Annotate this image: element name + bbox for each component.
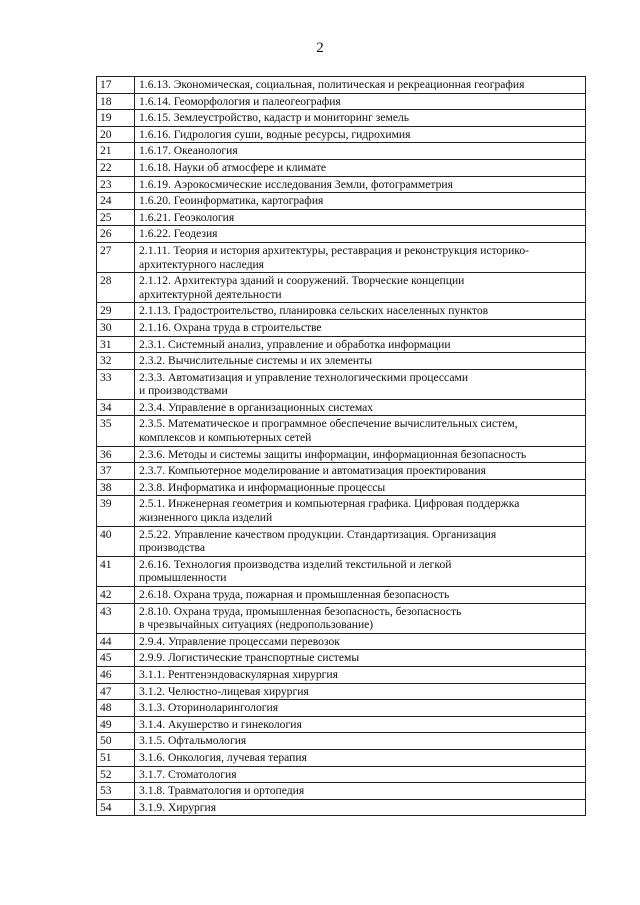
row-number: 19: [97, 110, 135, 127]
specialty-name: 2.1.16. Охрана труда в строительстве: [135, 319, 586, 336]
table-row: [97, 126, 586, 143]
row-number: 47: [97, 683, 135, 700]
specialty-name: 2.3.3. Автоматизация и управление технологическими процессами и производствами: [135, 369, 586, 399]
table-row: [97, 319, 586, 336]
table-row: [97, 463, 586, 480]
specialty-name: 2.6.18. Охрана труда, пожарная и промышленная безопасность: [135, 587, 586, 604]
specialty-name: 2.9.4. Управление процессами перевозок: [135, 633, 586, 650]
table-row: [97, 683, 586, 700]
specialty-name: 3.1.4. Акушерство и гинекология: [135, 716, 586, 733]
row-number: 50: [97, 733, 135, 750]
row-number: 22: [97, 159, 135, 176]
row-number: 24: [97, 193, 135, 210]
table-row: [97, 226, 586, 243]
table-row: [97, 110, 586, 127]
row-number: 33: [97, 369, 135, 399]
table-row: [97, 303, 586, 320]
specialty-name: 2.3.2. Вычислительные системы и их элементы: [135, 353, 586, 370]
table-row: [97, 556, 586, 586]
row-number: 29: [97, 303, 135, 320]
specialty-name: 2.6.16. Технология производства изделий текстильной и легкой промышленности: [135, 556, 586, 586]
specialty-name: 2.1.12. Архитектура зданий и сооружений. Творческие концепции архитектурной деятельности: [135, 273, 586, 303]
specialty-name: 3.1.2. Челюстно-лицевая хирургия: [135, 683, 586, 700]
table-row: [97, 273, 586, 303]
table-row: [97, 446, 586, 463]
specialty-name: 3.1.3. Оториноларингология: [135, 700, 586, 717]
specialty-name: 2.1.13. Градостроительство, планировка сельских населенных пунктов: [135, 303, 586, 320]
row-number: 52: [97, 766, 135, 783]
row-number: 48: [97, 700, 135, 717]
specialty-name: 1.6.20. Геоинформатика, картография: [135, 193, 586, 210]
row-number: 25: [97, 209, 135, 226]
table-row: [97, 77, 586, 94]
specialty-name: 2.8.10. Охрана труда, промышленная безопасность, безопасность в чрезвычайных ситуациях (недропользование): [135, 603, 586, 633]
table-row: [97, 242, 586, 272]
table-row: [97, 633, 586, 650]
specialty-name: 2.3.7. Компьютерное моделирование и автоматизация проектирования: [135, 463, 586, 480]
row-number: 35: [97, 416, 135, 446]
specialty-name: 1.6.22. Геодезия: [135, 226, 586, 243]
specialty-name: 2.3.6. Методы и системы защиты информации, информационная безопасность: [135, 446, 586, 463]
table-row: [97, 526, 586, 556]
row-number: 49: [97, 716, 135, 733]
row-number: 46: [97, 666, 135, 683]
row-number: 54: [97, 799, 135, 816]
table-row: [97, 749, 586, 766]
specialty-name: 3.1.1. Рентгенэндоваскулярная хирургия: [135, 666, 586, 683]
specialty-table-body: [97, 77, 586, 816]
specialty-table: [96, 76, 586, 816]
row-number: 31: [97, 336, 135, 353]
row-number: 51: [97, 749, 135, 766]
row-number: 26: [97, 226, 135, 243]
table-row: [97, 716, 586, 733]
row-number: 18: [97, 93, 135, 110]
specialty-name: 1.6.14. Геоморфология и палеогеография: [135, 93, 586, 110]
specialty-name: 1.6.21. Геоэкология: [135, 209, 586, 226]
table-row: [97, 496, 586, 526]
specialty-name: 3.1.8. Травматология и ортопедия: [135, 783, 586, 800]
row-number: 28: [97, 273, 135, 303]
table-row: [97, 650, 586, 667]
specialty-name: 1.6.18. Науки об атмосфере и климате: [135, 159, 586, 176]
table-row: [97, 479, 586, 496]
specialty-name: 1.6.16. Гидрология суши, водные ресурсы, гидрохимия: [135, 126, 586, 143]
specialty-name: 2.3.5. Математическое и программное обеспечение вычислительных систем, комплексов и компьютерных сетей: [135, 416, 586, 446]
table-row: [97, 143, 586, 160]
specialty-name: 2.5.1. Инженерная геометрия и компьютерная графика. Цифровая поддержка жизненного цикла изделий: [135, 496, 586, 526]
specialty-name: 3.1.9. Хирургия: [135, 799, 586, 816]
table-row: [97, 587, 586, 604]
row-number: 53: [97, 783, 135, 800]
specialty-name: 3.1.7. Стоматология: [135, 766, 586, 783]
table-row: [97, 666, 586, 683]
specialty-name: 2.3.4. Управление в организационных системах: [135, 399, 586, 416]
table-row: [97, 159, 586, 176]
table-row: [97, 416, 586, 446]
row-number: 36: [97, 446, 135, 463]
specialty-name: 2.3.1. Системный анализ, управление и обработка информации: [135, 336, 586, 353]
row-number: 34: [97, 399, 135, 416]
table-row: [97, 353, 586, 370]
row-number: 21: [97, 143, 135, 160]
specialty-name: 1.6.17. Океанология: [135, 143, 586, 160]
page-number: 2: [316, 40, 324, 56]
table-row: [97, 799, 586, 816]
specialty-name: 1.6.19. Аэрокосмические исследования Земли, фотограмметрия: [135, 176, 586, 193]
row-number: 27: [97, 242, 135, 272]
specialty-name: 2.3.8. Информатика и информационные процессы: [135, 479, 586, 496]
row-number: 17: [97, 77, 135, 94]
specialty-name: 1.6.15. Землеустройство, кадастр и мониторинг земель: [135, 110, 586, 127]
row-number: 45: [97, 650, 135, 667]
table-row: [97, 176, 586, 193]
specialty-name: 2.1.11. Теория и история архитектуры, реставрация и реконструкция историко- архитектурного наследия: [135, 242, 586, 272]
row-number: 44: [97, 633, 135, 650]
row-number: 32: [97, 353, 135, 370]
row-number: 30: [97, 319, 135, 336]
row-number: 39: [97, 496, 135, 526]
specialty-name: 3.1.6. Онкология, лучевая терапия: [135, 749, 586, 766]
table-row: [97, 603, 586, 633]
row-number: 43: [97, 603, 135, 633]
row-number: 42: [97, 587, 135, 604]
row-number: 23: [97, 176, 135, 193]
table-row: [97, 209, 586, 226]
specialty-name: 2.5.22. Управление качеством продукции. Стандартизация. Организация производства: [135, 526, 586, 556]
table-row: [97, 193, 586, 210]
table-row: [97, 766, 586, 783]
specialty-name: 2.9.9. Логистические транспортные системы: [135, 650, 586, 667]
table-row: [97, 93, 586, 110]
row-number: 40: [97, 526, 135, 556]
row-number: 20: [97, 126, 135, 143]
table-row: [97, 783, 586, 800]
table-row: [97, 700, 586, 717]
table-row: [97, 336, 586, 353]
table-row: [97, 733, 586, 750]
row-number: 41: [97, 556, 135, 586]
specialty-name: 1.6.13. Экономическая, социальная, политическая и рекреационная география: [135, 77, 586, 94]
row-number: 37: [97, 463, 135, 480]
specialty-name: 3.1.5. Офтальмология: [135, 733, 586, 750]
row-number: 38: [97, 479, 135, 496]
table-row: [97, 369, 586, 399]
table-row: [97, 399, 586, 416]
